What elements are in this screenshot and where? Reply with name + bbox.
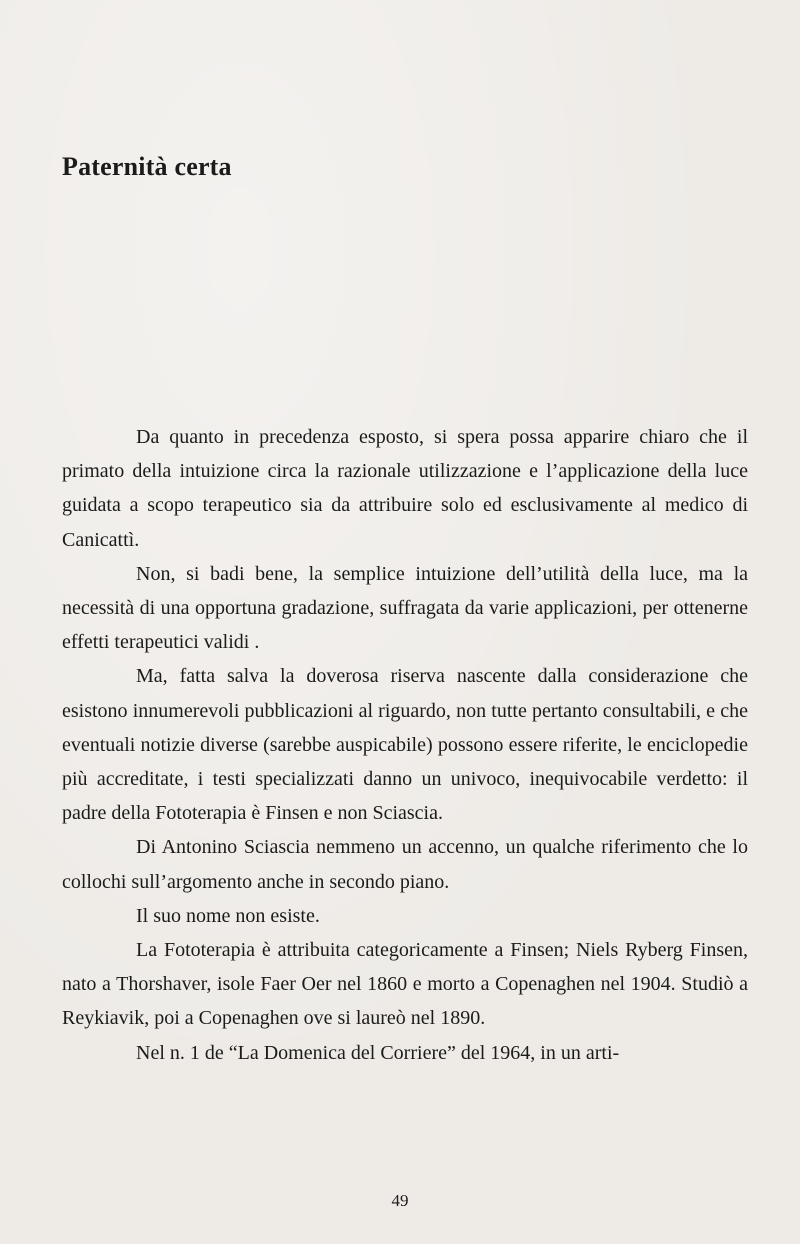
paragraph: Di Antonino Sciascia nemmeno un accenno, un qualche riferimento che lo collochi sull’argomento anche in secondo piano. bbox=[62, 836, 748, 893]
body-text bbox=[62, 420, 748, 1070]
chapter-title: Paternità certa bbox=[62, 152, 232, 181]
paragraph: Da quanto in precedenza esposto, si spera possa apparire chiaro che il primato della intuizione circa la razionale utilizzazione e l’applicazione della luce guidata a scopo terapeutico sia da attribuire solo ed esclusivamente al medico di Canicattì. bbox=[62, 426, 748, 551]
paragraph: Non, si badi bene, la semplice intuizione dell’utilità della luce, ma la necessità di una opportuna gradazione, suffragata da varie applicazioni, per ottenerne effetti terapeutici validi . bbox=[62, 562, 748, 654]
paragraph: Ma, fatta salva la doverosa riserva nascente dalla considerazione che esistono innumerevoli pubblicazioni al riguardo, non tutte pertanto consultabili, e che eventuali notizie diverse (sarebbe auspicabile) possono essere riferite, le enciclopedie più accreditate, i testi specializzati danno un univoco, inequivocabile verdetto: il padre della Fototerapia è Finsen e non Sciascia. bbox=[62, 665, 748, 825]
page-number: 49 bbox=[391, 1191, 409, 1210]
paragraph: Il suo nome non esiste. bbox=[136, 904, 320, 927]
paragraph: Nel n. 1 de “La Domenica del Corriere” del 1964, in un arti- bbox=[136, 1041, 620, 1064]
paragraph: La Fototerapia è attribuita categoricamente a Finsen; Niels Ryberg Finsen, nato a Thorshaver, isole Faer Oer nel 1860 e morto a Copenaghen nel 1904. Studiò a Reykiavik, poi a Copenaghen ove si laureò nel 1890. bbox=[62, 939, 748, 1030]
